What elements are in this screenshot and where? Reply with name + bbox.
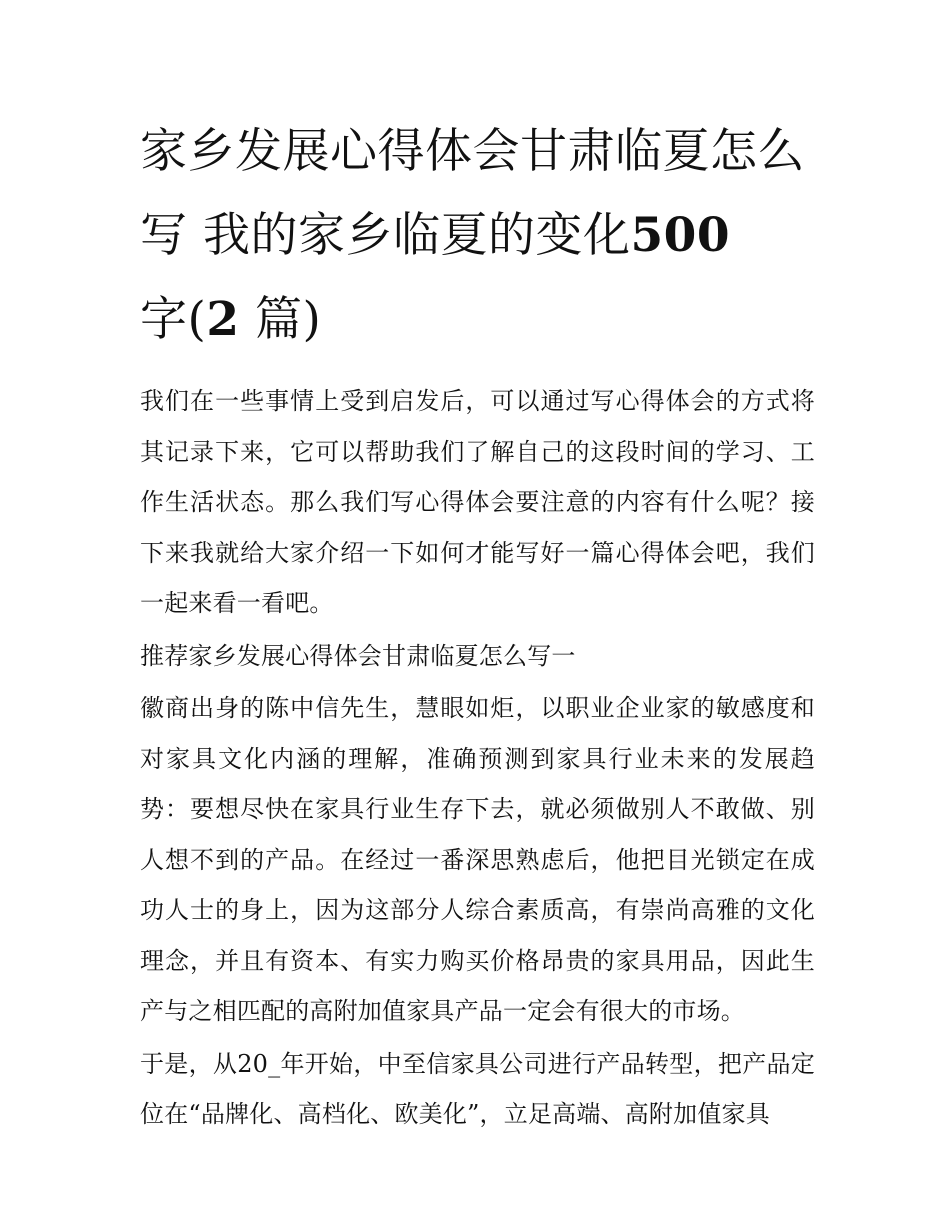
body-paragraph: 徽商出身的陈中信先生，慧眼如炬，以职业企业家的敏感度和对家具文化内涵的理解，准确预测到家具行业未来的发展趋势：要想尽快在家具行业生存下去，就必须做别人不敢做、别人想不到的产品。在经过一番深思熟虑后，他把目光锁定在成功人士的身上，因为这部分人综合素质高，有崇尚高雅的文化理念，并且有资本、有实力购买价格昂贵的家具用品，因此生产与之相匹配的高附加值家具产品一定会有很大的市场。 xyxy=(140,694,815,1025)
body-paragraph: 于是，从20_年开始，中至信家具公司进行产品转型，把产品定位在“品牌化、高档化、欧美化”，立足高端、高附加值家具 xyxy=(140,1049,815,1128)
section-heading: 推荐家乡发展心得体会甘肃临夏怎么写一 xyxy=(140,641,576,670)
document-page xyxy=(140,110,815,1140)
document-title xyxy=(140,110,815,362)
title-text-3: 篇) xyxy=(239,292,322,347)
title-number-1: 500 xyxy=(630,208,731,263)
title-text-2: 字( xyxy=(140,292,207,347)
document-body xyxy=(140,376,815,1140)
intro-paragraph: 我们在一些事情上受到启发后，可以通过写心得体会的方式将其记录下来，它可以帮助我们了解自己的这段时间的学习、工作生活状态。那么我们写心得体会要注意的内容有什么呢？接下来我就给大家介绍一下如何才能写好一篇心得体会吧，我们一起来看一看吧。 xyxy=(140,387,815,617)
title-number-2: 2 xyxy=(206,292,240,347)
title-text-1: 家乡发展心得体会甘肃临夏怎么写 我的家乡临夏的变化 xyxy=(140,124,805,263)
